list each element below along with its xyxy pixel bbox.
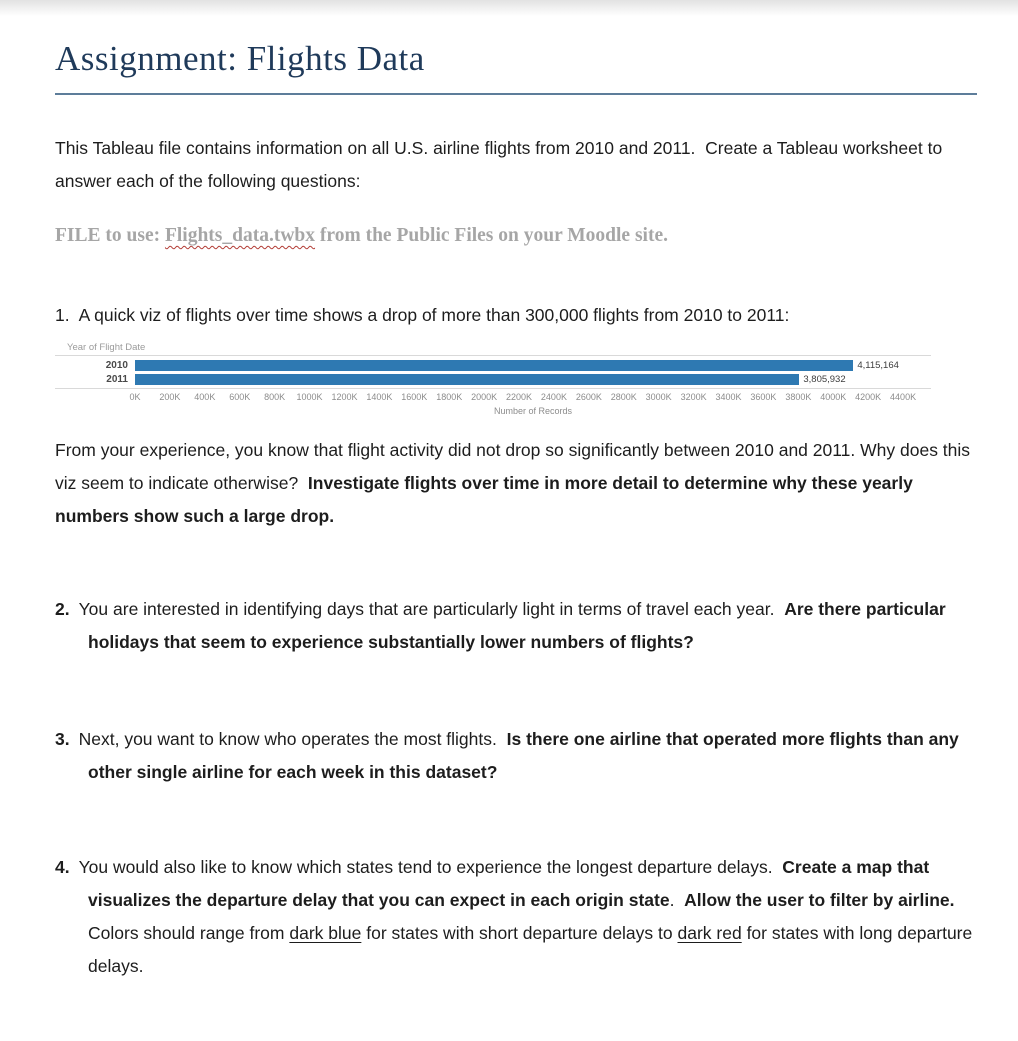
text-segment: .	[669, 890, 685, 910]
chart-axis-tick: 3000K	[645, 392, 672, 402]
chart-bar	[135, 360, 853, 371]
chart-axis-tick: 4000K	[820, 392, 847, 402]
chart-axis-tick: 2800K	[610, 392, 637, 402]
page-title: Assignment: Flights Data	[55, 39, 425, 78]
question-2-number: 2.	[55, 599, 70, 619]
chart-axis-tick: 1600K	[401, 392, 428, 402]
chart-axis-tick: 3200K	[680, 392, 707, 402]
question-1	[55, 299, 977, 332]
question-3-text	[79, 729, 964, 782]
chart-row-label: 2010	[105, 359, 128, 371]
chart-row-label: 2011	[106, 373, 128, 385]
chart-axis-tick: 3600K	[750, 392, 777, 402]
chart-plot-area	[135, 374, 931, 385]
chart-bar	[135, 374, 799, 385]
flights-bar-chart	[55, 342, 931, 416]
chart-axis-tick: 2000K	[471, 392, 498, 402]
file-note	[55, 223, 977, 249]
chart-rows	[55, 355, 931, 389]
text-segment: from the Public Files on your Moodle site.	[315, 225, 668, 246]
text-segment: Flights_data.twbx	[164, 225, 316, 246]
text-segment: Colors should range from	[88, 890, 965, 943]
document-page	[0, 36, 1018, 1031]
text-segment: FILE to use:	[55, 225, 165, 246]
chart-axis-tick: 2200K	[506, 392, 533, 402]
text-segment: Is there one airline that operated more flights than any other single airline for each week in this dataset?	[88, 729, 964, 782]
title-divider	[55, 93, 977, 95]
text-segment: dark red	[677, 923, 742, 943]
intro-paragraph	[55, 132, 977, 198]
chart-axis-tick: 4200K	[855, 392, 882, 402]
chart-axis-tick: 800K	[264, 392, 286, 402]
chart-axis-tick: 3800K	[785, 392, 812, 402]
question-1-number: 1.	[55, 305, 70, 325]
chart-row	[55, 358, 931, 372]
text-segment: A quick viz of flights over time shows a drop of more than 300,000 flights from 2010 to 2011:	[78, 305, 790, 325]
text-segment: Create a map that visualizes the departure delay that you can expect in each origin state	[88, 857, 935, 910]
chart-axis	[129, 389, 931, 402]
text-segment: Allow the user to filter by airline.	[684, 890, 955, 910]
after-chart-paragraph	[55, 434, 977, 533]
text-segment: This Tableau file contains information on all U.S. airline flights from 2010 and 2011. Create a Tableau worksheet to answer each of the following questions:	[55, 138, 948, 191]
text-segment: Next, you want to know who operates the most flights.	[78, 729, 507, 749]
top-edge-shade	[0, 0, 1018, 16]
chart-plot-area	[135, 360, 931, 371]
chart-axis-tick: 1000K	[296, 392, 323, 402]
text-segment: dark blue	[289, 923, 362, 943]
chart-row-header: Year of Flight Date	[67, 342, 146, 353]
text-segment: Are there particular holidays that seem to experience substantially lower numbers of flights?	[88, 599, 951, 652]
text-segment: for states with long departure delays.	[88, 923, 978, 976]
question-1-text	[79, 305, 790, 325]
chart-axis-tick: 400K	[194, 392, 216, 402]
chart-axis-tick: 0K	[129, 392, 141, 402]
text-segment: You are interested in identifying days that are particularly light in terms of travel each year.	[78, 599, 785, 619]
chart-x-axis-label: Number of Records	[493, 406, 573, 416]
text-segment: You would also like to know which states tend to experience the longest departure delays.	[78, 857, 783, 877]
chart-axis-tick: 2400K	[540, 392, 567, 402]
chart-axis-tick: 200K	[159, 392, 181, 402]
question-3	[55, 723, 977, 789]
question-4-number: 4.	[55, 857, 70, 877]
chart-axis-tick: 2600K	[575, 392, 602, 402]
question-4-text	[79, 857, 978, 976]
question-2	[55, 593, 977, 659]
text-segment: Investigate flights over time in more detail to determine why these yearly numbers show such a large drop.	[55, 473, 918, 526]
text-segment: for states with short departure delays to	[361, 923, 678, 943]
chart-axis-tick: 4400K	[890, 392, 917, 402]
chart-axis-tick: 1400K	[366, 392, 393, 402]
question-3-number: 3.	[55, 729, 70, 749]
chart-axis-tick: 600K	[229, 392, 251, 402]
text-segment: From your experience, you know that flight activity did not drop so significantly between 2010 and 2011. Why does this viz seem to indicate otherwise?	[55, 440, 975, 493]
chart-axis-tick: 1800K	[436, 392, 463, 402]
question-2-text	[79, 599, 951, 652]
chart-row	[55, 372, 931, 386]
chart-bar-value: 3,805,932	[803, 373, 846, 385]
question-4	[55, 851, 977, 983]
chart-axis-tick: 3400K	[715, 392, 742, 402]
chart-axis-tick: 1200K	[331, 392, 358, 402]
chart-bar-value: 4,115,164	[857, 359, 899, 371]
